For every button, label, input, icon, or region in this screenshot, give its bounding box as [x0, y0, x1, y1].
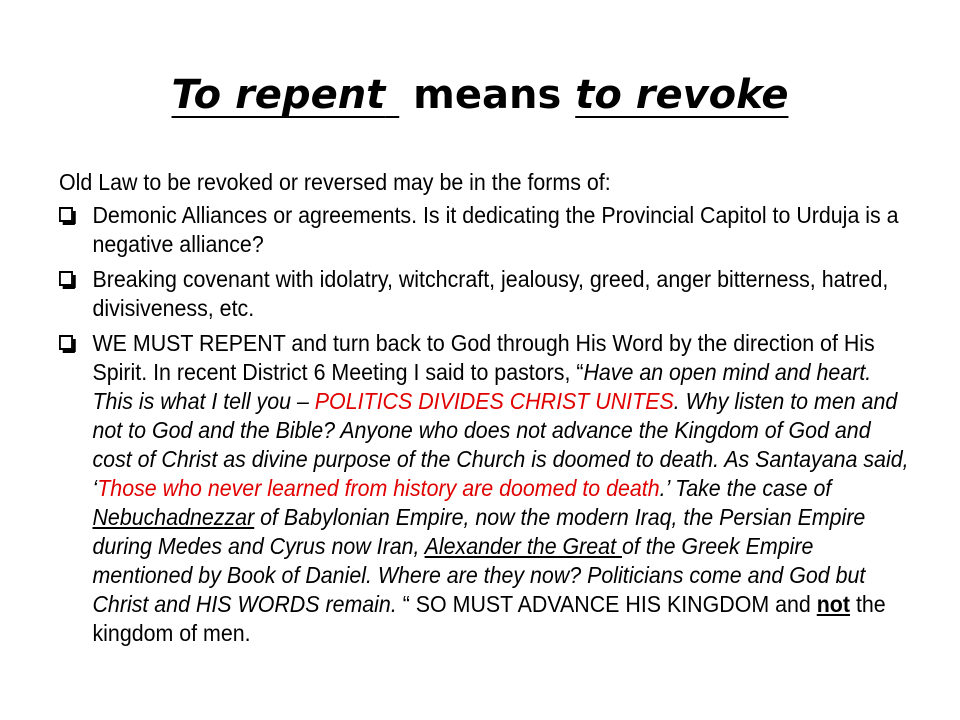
slide-body — [59, 168, 909, 654]
title-to-repent: To repent — [171, 72, 386, 118]
checkbox-bullet-icon — [59, 335, 73, 350]
intro-line: Old Law to be revoked or reversed may be in the forms of: — [59, 169, 611, 195]
link-nebuchadnezzar: Nebuchadnezzar — [92, 504, 255, 530]
quote-santayana: Those who never learned from history are doomed to death — [97, 475, 660, 501]
emphasis-not: not — [816, 591, 851, 617]
bullet-demonic-alliances — [59, 201, 911, 259]
title-to-revoke: to revoke — [575, 72, 789, 118]
slide-title — [0, 66, 960, 124]
bullet-text: Demonic Alliances or agreements. Is it dedicating the Provincial Capitol to Urduja is a negative alliance? — [92, 202, 899, 257]
quote-take-case: .’ Take the case of — [659, 475, 832, 501]
quote-why-listen: . Why listen to men and not to God and the Bible? Anyone who does not advance the Kingdom of God and cost of Christ as divine purpose of the Church is doomed to death. As Santayana said, ‘ — [92, 388, 909, 501]
bullet-breaking-covenant — [59, 265, 911, 323]
checkbox-bullet-icon — [59, 271, 73, 286]
quote-open-mind: Have an open mind and heart. This is what I tell you – — [92, 359, 872, 414]
repent-text-1: WE MUST REPENT and turn back to God through His Word by the direction of His Spirit. In recent District 6 Meeting I said to pastors, “ — [92, 330, 875, 385]
title-underline-gap — [385, 72, 399, 118]
title-means: means — [413, 72, 562, 118]
bullet-text: Breaking covenant with idolatry, witchcraft, jealousy, greed, anger bitterness, hatred, divisiveness, etc. — [92, 266, 889, 321]
quote-greek-empire: of the Greek Empire mentioned by Book of Daniel. Where are they now? Politicians come and God but Christ and HIS WORDS remain. — [92, 533, 866, 617]
checkbox-bullet-icon — [59, 207, 73, 222]
bullet-must-repent — [59, 329, 911, 648]
quote-politics-divides: POLITICS DIVIDES CHRIST UNITES — [314, 388, 674, 414]
link-alexander: Alexander the Great — [424, 533, 622, 559]
repent-text-3: the kingdom of men. — [92, 591, 886, 646]
repent-text-2: “ SO MUST ADVANCE HIS KINGDOM and — [396, 591, 817, 617]
quote-babylonian: of Babylonian Empire, now the modern Iraq, the Persian Empire during Medes and Cyrus now Iran, — [92, 504, 866, 559]
